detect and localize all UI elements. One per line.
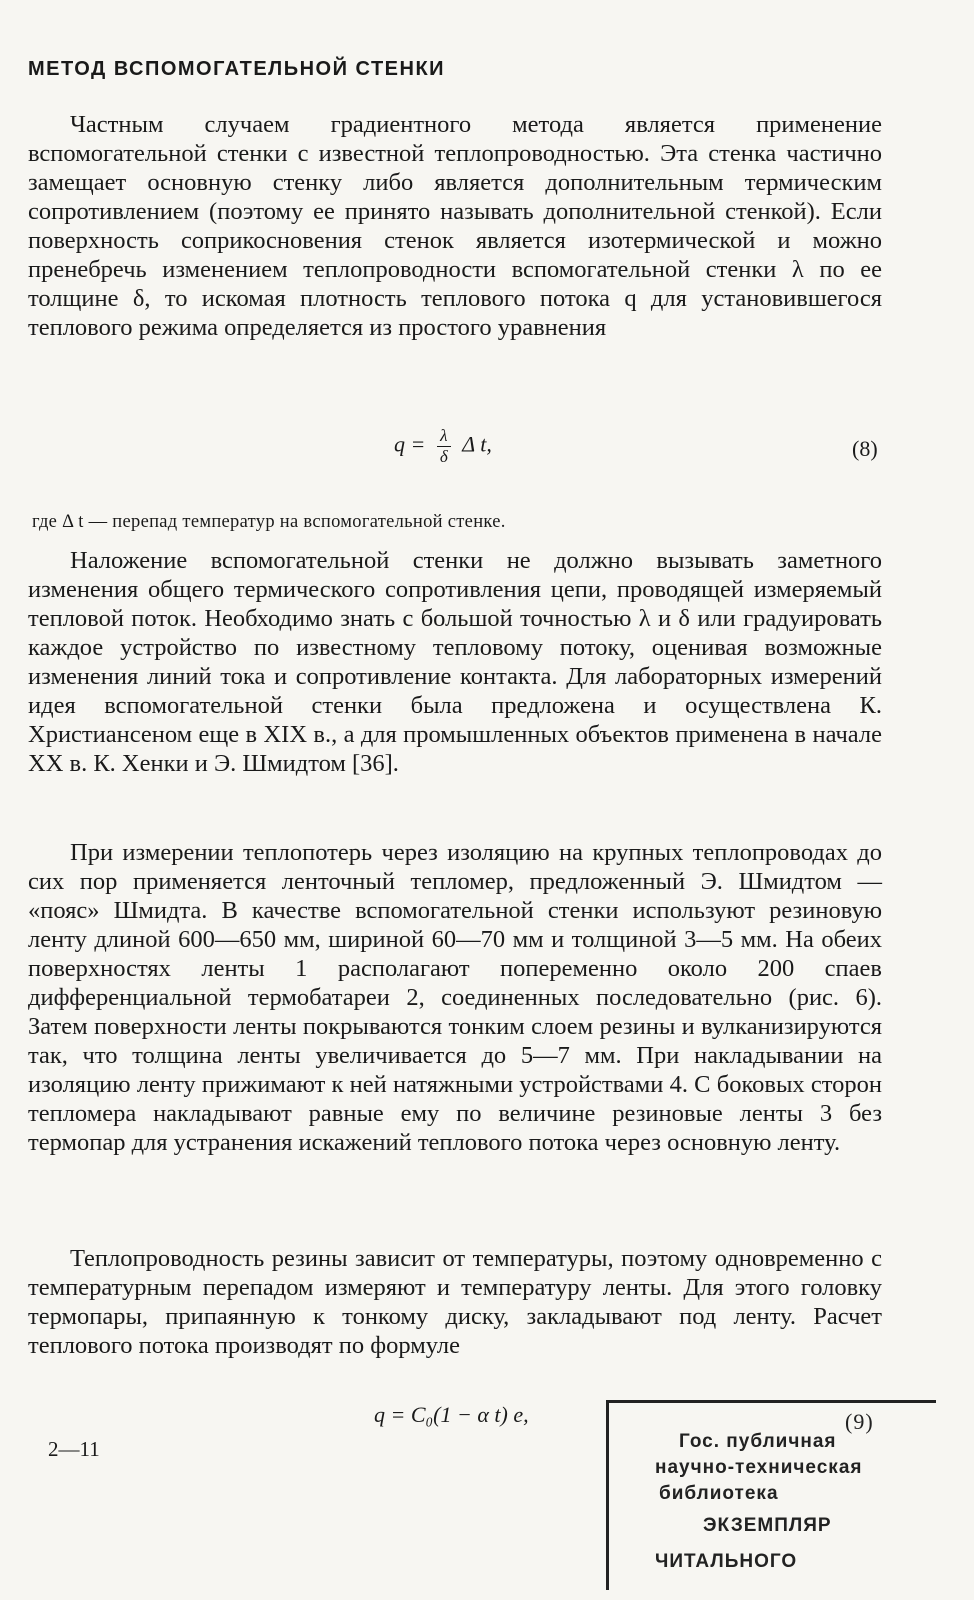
formula-8 xyxy=(394,426,492,467)
stamp-line-3: библиотека xyxy=(659,1483,779,1504)
stamp-line-2: научно-техническая xyxy=(655,1457,863,1478)
paragraph-intro: Частным случаем градиентного метода является применение вспомогательной стенки с известной теплопроводностью. Эта стенка частично замещает основную стенку либо является дополнительным термическим сопротивлением (поэтому ее принято называть дополнительной стенкой). Если поверхность соприкосновения стенок является изотермической и можно пренебречь изменением теплопроводности вспомогательной стенки λ по ее толщине δ, то искомая плотность теплового потока q для установившегося теплового режима определяется из простого уравнения xyxy=(28,111,882,341)
stamp-line-4: ЭКЗЕМПЛЯР xyxy=(703,1515,832,1536)
document-page xyxy=(28,0,894,1600)
formula-8-equals: = xyxy=(410,431,426,457)
equation-number-9: (9) xyxy=(845,1409,874,1434)
paragraph-auxiliary-wall: Наложение вспомогательной стенки не должно вызывать заметного изменения общего термического сопротивления цепи, проводящей измеряемый тепловой поток. Необходимо знать с большой точностью λ и δ или градуировать каждое устройство по известному тепловому потоку, оценивая возможные изменения линий тока и сопротивление контакта. Для лабораторных измерений идея вспомогательной стенки была предложена и осуществлена К. Христиансеном еще в XIX в., а для промышленных объектов применена в начале XX в. К. Хенки и Э. Шмидтом [36]. xyxy=(28,547,882,777)
formula-note: где Δ t — перепад температур на вспомогательной стенке. xyxy=(32,512,506,532)
formula-8-lhs: q xyxy=(394,431,405,457)
stamp-line-5: ЧИТАЛЬНОГО xyxy=(655,1551,798,1572)
section-heading: МЕТОД ВСПОМОГАТЕЛЬНОЙ СТЕНКИ xyxy=(28,58,446,80)
paragraph-schmidt-belt: При измерении теплопотерь через изоляцию на крупных теплопроводах до сих пор применяется ленточный тепломер, предложенный Э. Шмидтом — «пояс» Шмидта. В качестве вспомогательной стенки используют резиновую ленту длиной 600—650 мм, шириной 60—70 мм и толщиной 3—5 мм. На обеих поверхностях ленты 1 располагают попеременно около 200 спаев дифференциальной термобатареи 2, соединенных последовательно (рис. 6). Затем поверхности ленты покрываются тонким слоем резины и вулканизируются так, что толщина ленты увеличивается до 5—7 мм. При накладывании на изоляцию ленту прижимают к ней натяжными устройствами 4. С боковых сторон тепломера накладывают равные ему по величине резиновые ленты 3 без термопар для устранения искажений теплового потока через основную ленту. xyxy=(28,839,882,1156)
page-number: 2—11 xyxy=(48,1437,100,1461)
library-stamp xyxy=(606,1400,936,1590)
formula-8-fraction xyxy=(437,426,451,467)
paragraph-rubber-conductivity: Теплопроводность резины зависит от температуры, поэтому одновременно с температурным перепадом измеряют и температуру ленты. Для этого головку термопары, припаянную к тонкому диску, закладывают под ленту. Расчет теплового потока производят по формуле xyxy=(28,1245,882,1359)
formula-8-rhs: Δ t, xyxy=(462,431,492,457)
formula-8-denominator: δ xyxy=(439,447,448,466)
formula-8-numerator: λ xyxy=(437,426,451,447)
formula-9: q = C₀(1 − α t) e, xyxy=(374,1402,529,1427)
stamp-line-1: Гос. публичная xyxy=(679,1431,837,1452)
equation-number-8: (8) xyxy=(852,436,878,461)
